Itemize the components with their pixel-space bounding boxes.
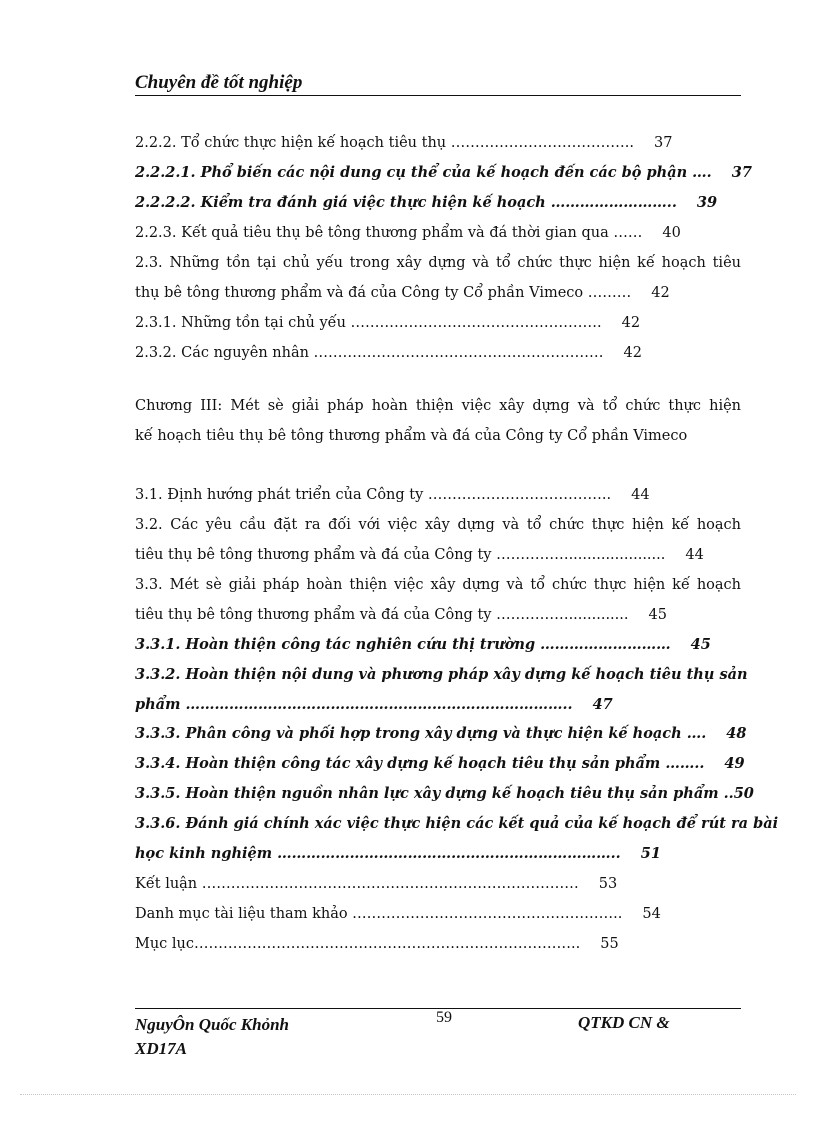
toc-entry-text: 3.3.4. Hoàn thiện công tác xây dựng kế hoạch tiêu thụ sản phẩm …….. [135,755,705,772]
toc-entry [135,193,741,213]
footer-department: QTKD CN & [578,1013,670,1032]
chapter-heading [135,426,741,446]
toc-entry-page: 55 [600,936,619,952]
toc-entry-text: thụ bê tông thương phẩm và đá của Công ty Cổ phần Vimeco ……… [135,285,632,301]
toc-entry-text: 2.3.2. Các nguyên nhân …………………………………………………… [135,345,604,361]
toc-entry [135,665,748,685]
toc-entry-page: 49 [724,755,745,772]
toc-entry [135,545,741,565]
toc-entry-text: phẩm …………………………………………………………………….. [135,696,573,713]
chapter-heading-text: Chương III: Mét sè giải pháp hoàn thiện việc xây dựng và tổ chức thực hiện [135,398,741,414]
toc-entry [135,133,741,153]
document-header-title: Chuyên đề tốt nghiệp [135,72,303,93]
toc-entry [135,343,741,363]
toc-entry-text: 2.2.2.2. Kiểm tra đánh giá việc thực hiện kế hoạch …………………….. [135,194,677,211]
toc-entry-text: 3.3.5. Hoàn thiện nguồn nhân lực xây dựng kế hoạch tiêu thụ sản phẩm ..50 [135,785,754,802]
toc-entry-text: Danh mục tài liệu tham khảo ……………………………………………….. [135,906,623,922]
toc-entry [135,283,741,303]
toc-entry-text: 3.3. Mét sè giải pháp hoàn thiện việc xây dựng và tổ chức thực hiện kế hoạch [135,577,741,593]
toc-entry-text: 2.3. Những tồn tại chủ yếu trong xây dựng và tổ chức thực hiện kế hoạch tiêu [135,255,741,271]
toc-entry-text: Mục lục…………………………………………………………………….. [135,936,581,952]
toc-entry-text: tiêu thụ bê tông thương phẩm và đá của Công ty ……………..................... [135,547,666,563]
toc-entry-page: 45 [648,607,667,623]
chapter-heading [135,396,741,416]
toc-entry-page: 47 [592,696,613,713]
toc-entry-page: 37 [731,164,752,181]
toc-entry-text: 3.3.3. Phân công và phối hợp trong xây dựng và thực hiện kế hoạch …. [135,725,707,742]
toc-entry-page: 48 [726,725,747,742]
toc-entry [135,605,741,625]
toc-entry-page: 54 [642,906,661,922]
toc-entry [135,844,741,864]
footer-author-name: NguyÔn Quốc Khỏnh [135,1015,289,1034]
toc-entry-page: 45 [690,636,711,653]
toc-entry [135,784,754,804]
toc-entry-text: Kết luận …………………………………………………………………… [135,876,579,892]
toc-entry [135,754,745,774]
toc-entry-text: 3.2. Các yêu cầu đặt ra đối với việc xây dựng và tổ chức thực hiện kế hoạch [135,517,741,533]
toc-entry-page: 42 [623,345,642,361]
toc-entry-page: 39 [696,194,718,211]
toc-entry [135,724,747,744]
toc-entry [135,485,741,505]
toc-entry-text: 3.3.2. Hoàn thiện nội dung và phương pháp xây dựng kế hoạch tiêu thụ sản [135,666,748,683]
footer-page-number: 59 [436,1009,452,1026]
toc-entry [135,313,741,333]
toc-entry [135,515,741,535]
toc-entry-page: 40 [662,225,681,241]
toc-entry-text: 3.3.6. Đánh giá chính xác việc thực hiện các kết quả của kế hoạch để rút ra bài [135,815,779,832]
toc-entry [135,934,741,954]
toc-entry-page: 42 [651,285,670,301]
toc-entry [135,814,779,834]
toc-entry [135,163,752,183]
toc-entry-text: 2.2.3. Kết quả tiêu thụ bê tông thương phẩm và đá thời gian qua …… [135,225,643,241]
page-bottom-dotted-line [20,1094,796,1095]
toc-entry-text: 2.3.1. Những tồn tại chủ yếu ……………………………………………. [135,315,602,331]
toc-entry-text: 3.1. Định hướng phát triển của Công ty ……………………………….. [135,487,612,503]
toc-entry-text: học kinh nghiệm …………………………………………………………….. [135,845,621,862]
toc-entry [135,253,741,273]
toc-entry-page: 44 [631,487,650,503]
toc-entry-text: 3.3.1. Hoàn thiện công tác nghiên cứu thị trường ……………………… [135,636,671,653]
footer-author [135,1013,289,1061]
toc-entry [135,635,741,655]
toc-entry [135,223,741,243]
toc-entry-text: 2.2.2. Tổ chức thực hiện kế hoạch tiêu thụ ……………………………….. [135,135,634,151]
toc-entry [135,874,741,894]
chapter-heading-text: kế hoạch tiêu thụ bê tông thương phẩm và đá của Công ty Cổ phần Vimeco [135,428,688,444]
toc-entry-text: 2.2.2.1. Phổ biến các nội dung cụ thể của kế hoạch đến các bộ phận …. [135,164,712,181]
toc-entry [135,575,741,595]
toc-entry-page: 42 [621,315,641,331]
toc-entry-page: 44 [685,547,704,563]
toc-entry-page: 53 [598,876,618,892]
header-divider [135,95,741,96]
toc-entry-page: 37 [653,135,673,151]
toc-entry [135,904,741,924]
toc-entry [135,695,741,715]
footer-author-class: XD17A [135,1039,187,1058]
toc-entry-page: 51 [640,845,661,862]
toc-entry-text: tiêu thụ bê tông thương phẩm và đá của Công ty ……………............. [135,607,629,623]
